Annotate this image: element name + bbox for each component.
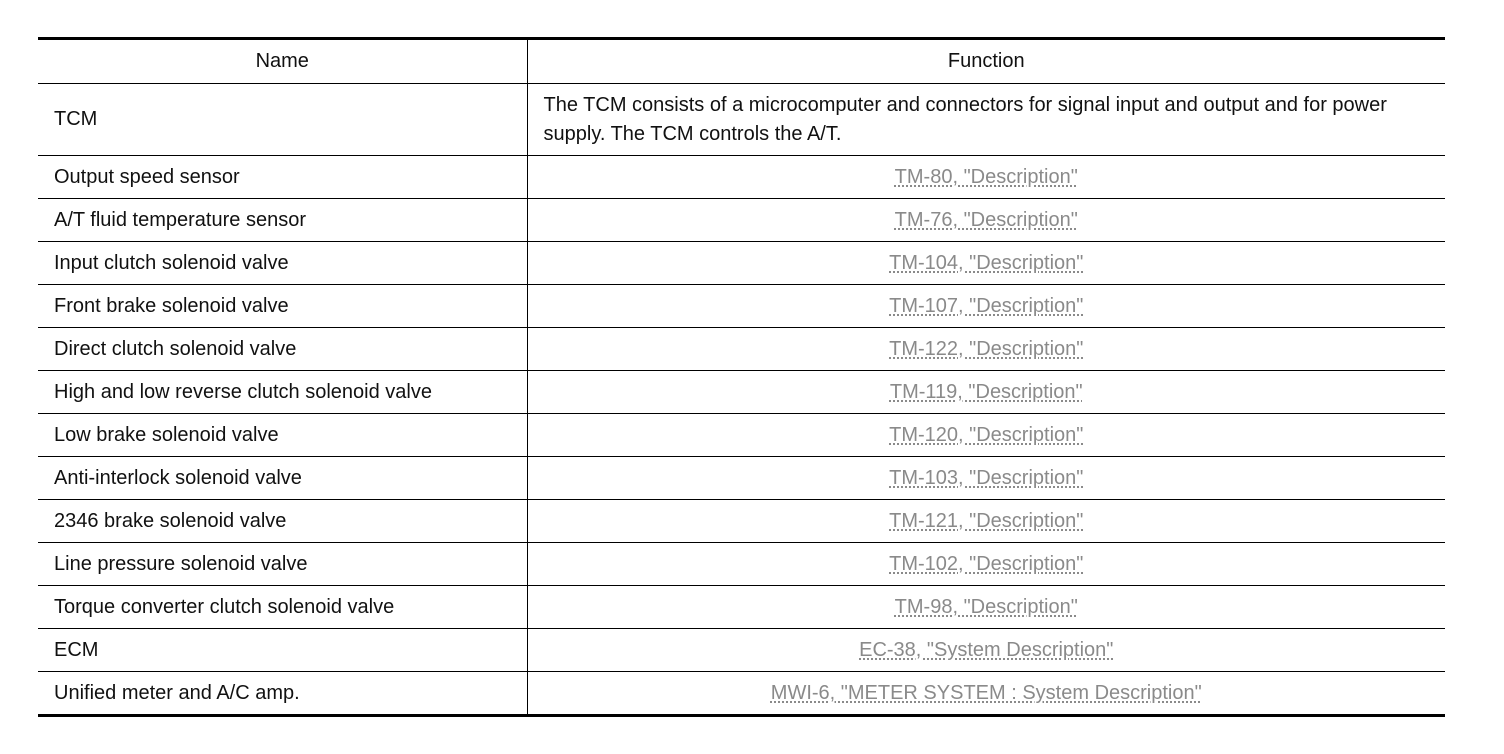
function-cell bbox=[527, 242, 1445, 285]
table-header-row bbox=[38, 39, 1445, 84]
description-link[interactable]: TM-104, "Description" bbox=[889, 251, 1084, 274]
description-link[interactable]: TM-98, "Description" bbox=[894, 595, 1078, 618]
table-row bbox=[38, 285, 1445, 328]
table-row bbox=[38, 84, 1445, 156]
component-name: Low brake solenoid valve bbox=[38, 414, 527, 457]
description-link[interactable]: TM-120, "Description" bbox=[889, 423, 1084, 446]
component-name: ECM bbox=[38, 629, 527, 672]
function-column-header: Function bbox=[527, 39, 1445, 84]
function-cell bbox=[527, 156, 1445, 199]
description-link[interactable]: EC-38, "System Description" bbox=[859, 638, 1114, 661]
component-name: Output speed sensor bbox=[38, 156, 527, 199]
component-name: Input clutch solenoid valve bbox=[38, 242, 527, 285]
component-name: Front brake solenoid valve bbox=[38, 285, 527, 328]
function-cell bbox=[527, 414, 1445, 457]
component-name: Line pressure solenoid valve bbox=[38, 543, 527, 586]
table-row bbox=[38, 457, 1445, 500]
description-link[interactable]: TM-107, "Description" bbox=[889, 294, 1084, 317]
description-link[interactable]: TM-121, "Description" bbox=[889, 509, 1084, 532]
table-row bbox=[38, 328, 1445, 371]
table-row bbox=[38, 543, 1445, 586]
component-name: Anti-interlock solenoid valve bbox=[38, 457, 527, 500]
table-row bbox=[38, 242, 1445, 285]
component-name: Unified meter and A/C amp. bbox=[38, 672, 527, 716]
function-cell bbox=[527, 672, 1445, 716]
description-link[interactable]: TM-80, "Description" bbox=[894, 165, 1078, 188]
name-column-header: Name bbox=[38, 39, 527, 84]
table-row bbox=[38, 156, 1445, 199]
component-function-table bbox=[38, 37, 1445, 717]
description-link[interactable]: TM-122, "Description" bbox=[889, 337, 1084, 360]
function-cell bbox=[527, 199, 1445, 242]
component-function-text: The TCM consists of a microcomputer and connectors for signal input and output and for power supply. The TCM controls the A/T. bbox=[527, 84, 1445, 156]
component-name: TCM bbox=[38, 84, 527, 156]
description-link[interactable]: TM-119, "Description" bbox=[889, 380, 1083, 403]
description-link[interactable]: MWI-6, "METER SYSTEM : System Description" bbox=[770, 681, 1202, 704]
table-row bbox=[38, 629, 1445, 672]
function-cell bbox=[527, 543, 1445, 586]
table-row bbox=[38, 371, 1445, 414]
description-link[interactable]: TM-76, "Description" bbox=[894, 208, 1078, 231]
description-link[interactable]: TM-102, "Description" bbox=[889, 552, 1084, 575]
component-name: Direct clutch solenoid valve bbox=[38, 328, 527, 371]
function-cell bbox=[527, 586, 1445, 629]
table-row bbox=[38, 199, 1445, 242]
function-cell bbox=[527, 457, 1445, 500]
table-row bbox=[38, 586, 1445, 629]
table-row bbox=[38, 672, 1445, 716]
component-name: A/T fluid temperature sensor bbox=[38, 199, 527, 242]
component-name: High and low reverse clutch solenoid valve bbox=[38, 371, 527, 414]
component-name: 2346 brake solenoid valve bbox=[38, 500, 527, 543]
component-name: Torque converter clutch solenoid valve bbox=[38, 586, 527, 629]
function-cell bbox=[527, 285, 1445, 328]
function-cell bbox=[527, 328, 1445, 371]
function-cell bbox=[527, 371, 1445, 414]
table-row bbox=[38, 500, 1445, 543]
table-row bbox=[38, 414, 1445, 457]
function-cell bbox=[527, 500, 1445, 543]
description-link[interactable]: TM-103, "Description" bbox=[889, 466, 1084, 489]
function-cell bbox=[527, 629, 1445, 672]
